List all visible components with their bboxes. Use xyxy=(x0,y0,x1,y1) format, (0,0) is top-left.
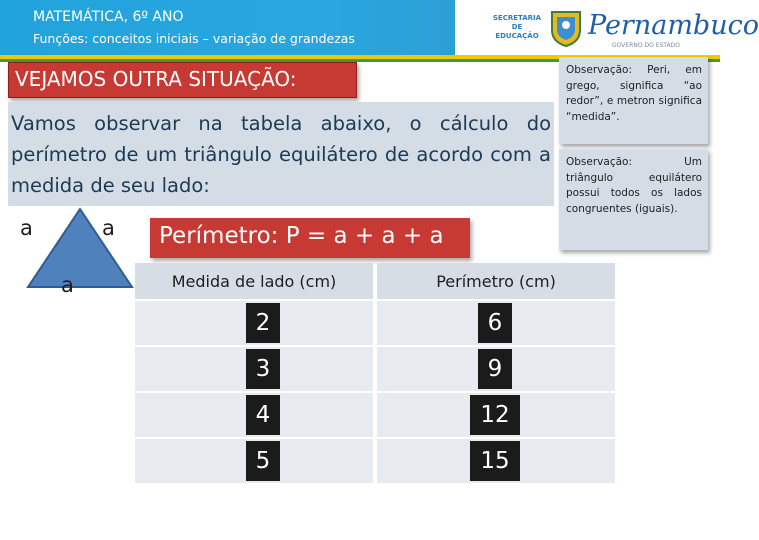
triangle-shape xyxy=(28,209,132,287)
equilateral-triangle xyxy=(20,205,140,295)
table-cell-perimeter: 15 xyxy=(470,441,520,481)
table-cell-side: 5 xyxy=(246,441,280,481)
perimeter-table xyxy=(135,263,615,490)
table-row xyxy=(135,347,615,391)
cell-divider xyxy=(373,393,377,437)
triangle-side-label-bottom: a xyxy=(61,273,74,297)
secretaria-logo: SECRETARIA DE EDUCAÇÃO xyxy=(492,14,542,40)
triangle-side-label-right: a xyxy=(102,216,115,240)
table-header-perimeter: Perímetro (cm) xyxy=(377,263,615,299)
table-row xyxy=(135,301,615,345)
table-cell-perimeter: 12 xyxy=(470,395,520,435)
cell-divider xyxy=(373,301,377,345)
header-subtitle: Funções: conceitos iniciais – variação de grandezas xyxy=(33,31,355,46)
observation-text: Observação: Um triângulo equilátero possui todos os lados congruentes (iguais). xyxy=(566,156,702,215)
paragraph-box xyxy=(8,102,554,206)
state-logo-text: Pernambuco xyxy=(588,10,759,41)
triangle-side-label-left: a xyxy=(20,216,33,240)
observation-box-peri xyxy=(559,57,708,144)
table-cell-side: 4 xyxy=(246,395,280,435)
section-title: VEJAMOS OUTRA SITUAÇÃO: xyxy=(15,67,297,91)
observation-box-equilateral xyxy=(559,149,708,250)
cell-divider xyxy=(373,439,377,483)
cell-divider xyxy=(373,347,377,391)
table-row xyxy=(135,393,615,437)
header-title: MATEMÁTICA, 6º ANO xyxy=(33,9,184,25)
state-logo-tagline: GOVERNO DO ESTADO xyxy=(612,42,680,49)
table-cell-perimeter: 9 xyxy=(478,349,512,389)
paragraph-text: Vamos observar na tabela abaixo, o cálculo do perímetro de um triângulo equilátero de acordo com a medida de seu lado: xyxy=(11,112,551,197)
table-row xyxy=(135,439,615,483)
observation-text: Observação: Peri, em grego, significa “ao redor”, e metron significa “medida”. xyxy=(566,64,702,123)
table-cell-side: 3 xyxy=(246,349,280,389)
header xyxy=(0,0,759,55)
table-cell-side: 2 xyxy=(246,303,280,343)
section-title-box xyxy=(8,62,357,98)
table-cell-perimeter: 6 xyxy=(478,303,512,343)
formula-box xyxy=(150,218,470,258)
state-emblem-icon xyxy=(548,8,584,48)
header-banner xyxy=(0,0,455,55)
formula-text: Perímetro: P = a + a + a xyxy=(159,223,444,249)
table-header-side: Medida de lado (cm) xyxy=(135,263,373,299)
